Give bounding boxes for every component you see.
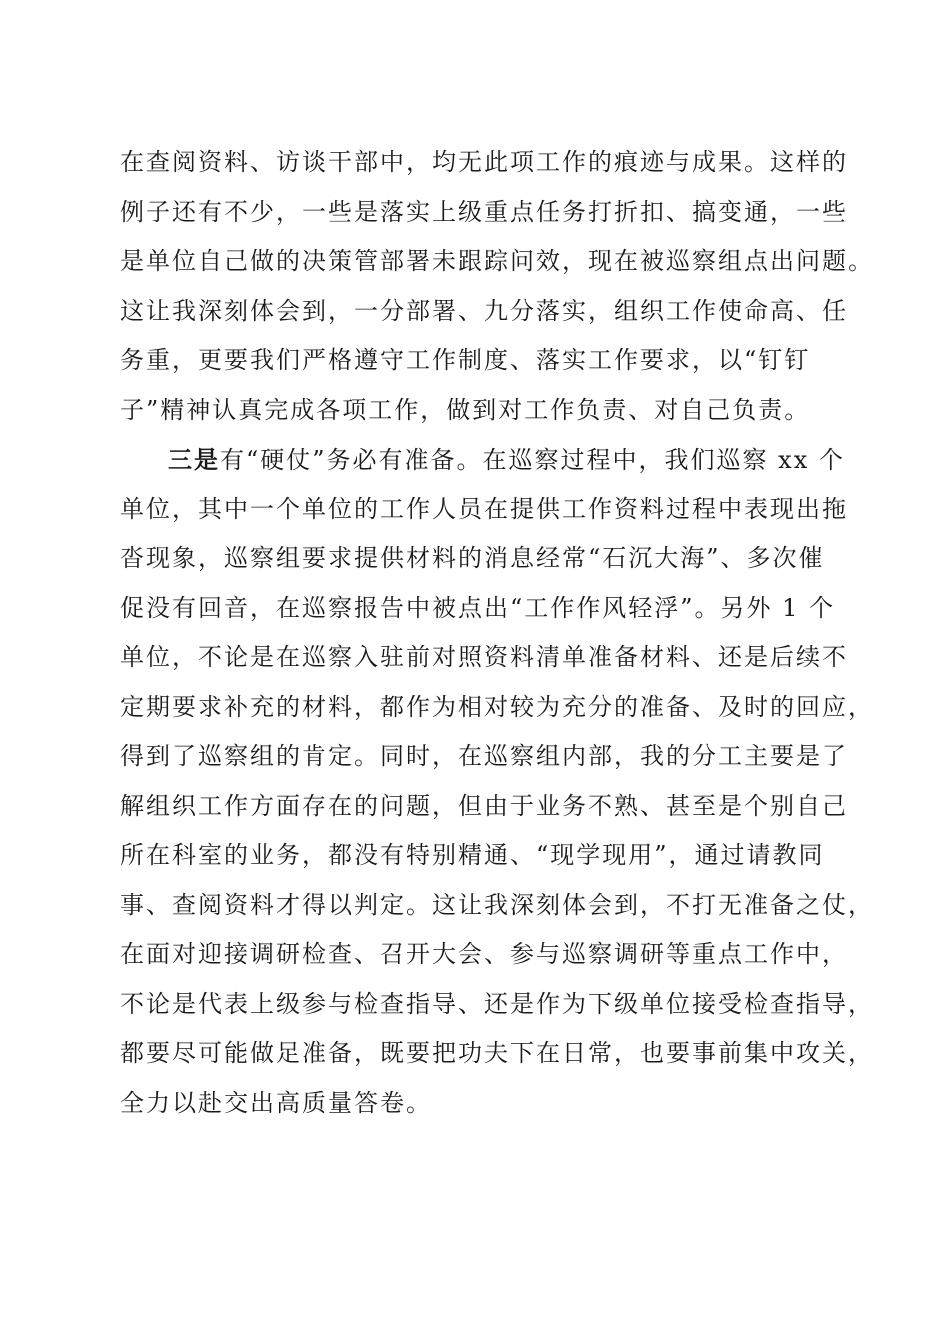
body-text [120,138,874,1128]
text-line: 单位，不论是在巡察入驻前对照资料清单准备材料、还是后续不 [120,643,848,671]
paragraph-1 [120,138,874,435]
text-line: 是单位自己做的决策管部署未跟踪问效，现在被巡察组点出问题。 [120,247,874,275]
text-line: 沓现象，巡察组要求提供材料的消息经常“石沉大海”、多次催 [120,544,825,572]
text-line: 定期要求补充的材料，都作为相对较为充分的准备、及时的回应， [120,692,874,721]
text-line: 单位，其中一个单位的工作人员在提供工作资料过程中表现出拖 [120,494,848,523]
text-line: 事、查阅资料才得以判定。这让我深刻体会到，不打无准备之仗， [120,890,874,919]
text-line: 得到了巡察组的肯定。同时，在巡察组内部，我的分工主要是了 [120,742,848,770]
text-line: 例子还有不少，一些是落实上级重点任务打折扣、搞变通，一些 [120,197,848,226]
text-line: 解组织工作方面存在的问题，但由于业务不熟、甚至是个别自己 [120,791,848,820]
text-line: 务重，更要我们严格遵守工作制度、落实工作要求，以“钉钉 [120,346,811,374]
text-line: 全力以赴交出高质量答卷。 [120,1088,432,1117]
text-line: 都要尽可能做足准备，既要把功夫下在日常，也要事前集中攻关， [120,1039,874,1067]
paragraph-lead: 三是 [168,445,220,474]
text-line: 促没有回音，在巡察报告中被点出“工作作风轻浮”。另外 1 个 [120,593,836,622]
paragraph-2 [120,435,874,1128]
first-line-rest: 有“硬仗”务必有准备。在巡察过程中，我们巡察 xx 个 [220,446,845,474]
text-line: 这让我深刻体会到，一分部署、九分落实，组织工作使命高、任 [120,296,848,325]
text-line: 在查阅资料、访谈干部中，均无此项工作的痕迹与成果。这样的 [120,148,848,176]
text-line: 不论是代表上级参与检查指导、还是作为下级单位接受检查指导， [120,989,874,1018]
text-line: 所在科室的业务，都没有特别精通、“现学现用”，通过请教同 [120,841,825,869]
text-line-first [120,435,845,485]
text-line: 子”精神认真完成各项工作，做到对工作负责、对自己负责。 [120,395,811,424]
text-line: 在面对迎接调研检查、召开大会、参与巡察调研等重点工作中， [120,940,848,968]
